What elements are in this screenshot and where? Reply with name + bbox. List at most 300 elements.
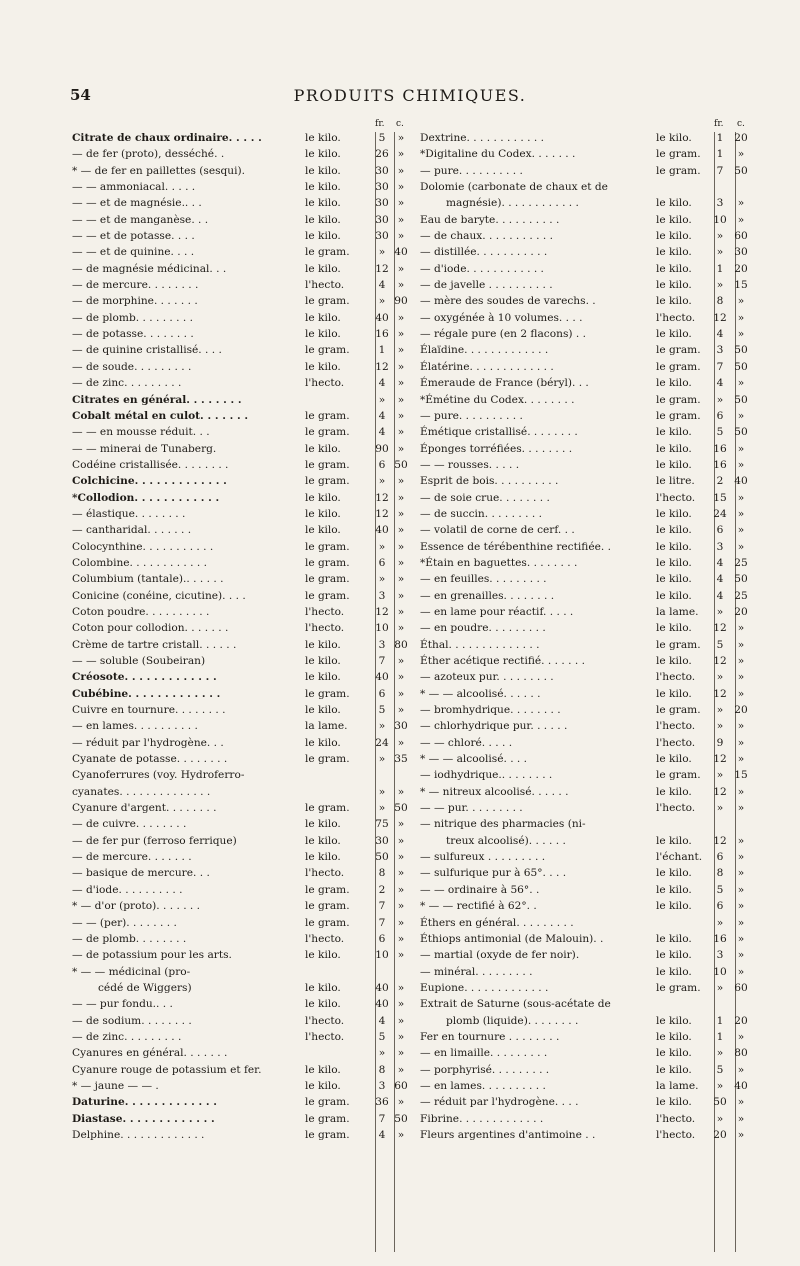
unit-label: le gram.: [656, 393, 701, 406]
price-row: [420, 1078, 756, 1094]
unit-label: le kilo.: [656, 279, 692, 292]
price-centimes: »: [737, 736, 745, 749]
product-name: Eupione. . . . . . . . . . . . .: [420, 981, 549, 994]
unit-label: le kilo.: [305, 949, 341, 962]
product-name: — cantharidal. . . . . . .: [72, 524, 192, 537]
price-francs: 20: [713, 1128, 727, 1141]
unit-label: le gram.: [305, 589, 350, 602]
price-francs: 3: [716, 949, 724, 962]
product-name: — distillée. . . . . . . . . . .: [420, 246, 548, 259]
unit-label: la lame.: [656, 1079, 699, 1092]
price-centimes: »: [737, 638, 745, 651]
unit-label: le kilo.: [305, 981, 341, 994]
product-name: — pure. . . . . . . . . .: [420, 164, 523, 177]
price-row: [72, 441, 405, 457]
price-francs: 6: [378, 556, 386, 569]
price-francs: 5: [378, 132, 386, 144]
price-row: [72, 686, 405, 702]
unit-label: le kilo.: [656, 1030, 692, 1043]
product-name: — de javelle . . . . . . . . . .: [420, 279, 553, 292]
product-name: * — nitreux alcoolisé. . . . . .: [420, 785, 569, 798]
price-row: [420, 1045, 756, 1061]
price-centimes: 50: [734, 164, 748, 177]
price-centimes: »: [737, 867, 745, 880]
unit-label: l'hecto.: [305, 867, 345, 880]
price-francs: 4: [378, 279, 386, 292]
product-name: — de plomb. . . . . . . . .: [72, 311, 194, 324]
unit-label: le kilo.: [656, 932, 692, 945]
unit-label: le kilo.: [656, 1096, 692, 1109]
unit-label: l'hecto.: [305, 377, 345, 390]
price-centimes: »: [397, 279, 405, 292]
product-name: * — — alcoolisé. . . .: [420, 753, 528, 766]
price-francs: »: [716, 246, 724, 259]
price-francs: 12: [713, 753, 727, 766]
price-row: [420, 310, 756, 326]
unit-label: le kilo.: [656, 753, 692, 766]
price-francs: 12: [713, 622, 727, 635]
price-centimes: »: [737, 1112, 745, 1125]
product-name: — en lames. . . . . . . . . .: [420, 1079, 546, 1092]
unit-label: le kilo.: [656, 1014, 692, 1027]
product-name: — — rousses. . . . .: [420, 458, 520, 471]
price-row: [420, 261, 756, 277]
product-name: Cobalt métal en culot. . . . . . .: [72, 409, 249, 422]
price-centimes: »: [737, 491, 745, 504]
price-francs: 9: [716, 736, 724, 749]
unit-label: le kilo.: [305, 834, 341, 847]
price-francs: 7: [378, 900, 386, 913]
price-row: [72, 833, 405, 849]
product-name: — sulfureux . . . . . . . . .: [420, 851, 546, 864]
price-francs: 24: [713, 507, 727, 520]
price-row: [72, 1111, 408, 1127]
unit-label: le kilo.: [305, 262, 341, 275]
price-centimes: »: [737, 802, 745, 815]
price-francs: 12: [713, 687, 727, 700]
unit-label: le gram.: [305, 1128, 350, 1141]
product-name: Élatérine. . . . . . . . . . . . .: [420, 360, 554, 373]
price-francs: 1: [716, 132, 724, 144]
product-name: Créosote. . . . . . . . . . . . .: [72, 671, 217, 684]
unit-label: le kilo.: [656, 213, 692, 226]
product-name: Éther acétique rectifié. . . . . . .: [420, 655, 585, 667]
price-row: [420, 751, 756, 767]
price-centimes: »: [397, 507, 405, 520]
price-centimes: »: [397, 475, 405, 488]
price-centimes: 80: [734, 1047, 748, 1060]
price-centimes: »: [737, 655, 745, 667]
product-name: Daturine. . . . . . . . . . . . .: [72, 1096, 217, 1109]
price-francs: »: [378, 1047, 386, 1060]
price-row: [420, 849, 756, 865]
price-centimes: »: [397, 998, 405, 1011]
price-francs: 1: [716, 1030, 724, 1043]
price-row: [72, 767, 399, 783]
product-name: Colocynthine. . . . . . . . . . .: [72, 540, 214, 553]
price-row: [72, 996, 405, 1012]
price-row: [72, 326, 405, 342]
unit-label: l'hecto.: [305, 1014, 345, 1027]
product-name: Fer en tournure . . . . . . . .: [420, 1030, 560, 1043]
price-centimes: »: [397, 132, 405, 144]
unit-label: le kilo.: [305, 671, 341, 684]
price-francs: 8: [378, 867, 386, 880]
price-row: [420, 244, 756, 260]
unit-label: le kilo.: [656, 524, 692, 537]
price-row: [420, 490, 756, 506]
price-francs: »: [378, 785, 386, 798]
price-row: [72, 146, 405, 162]
unit-label: le kilo.: [656, 426, 692, 439]
price-row: [420, 865, 756, 881]
unit-label: le gram.: [305, 295, 350, 308]
unit-label: le kilo.: [656, 589, 692, 602]
unit-label: le gram.: [656, 344, 701, 357]
price-centimes: »: [397, 1063, 405, 1076]
price-francs: 1: [716, 1014, 724, 1027]
price-francs: 12: [713, 655, 727, 667]
price-centimes: 20: [734, 1014, 748, 1027]
price-centimes: »: [397, 213, 405, 226]
price-francs: 4: [716, 556, 724, 569]
unit-label: le gram.: [656, 409, 701, 422]
price-francs: 7: [716, 360, 724, 373]
price-francs: »: [378, 246, 386, 259]
price-francs: »: [716, 802, 724, 815]
price-francs: 75: [375, 818, 389, 831]
unit-label: le gram.: [305, 916, 350, 929]
price-centimes: »: [397, 949, 405, 962]
price-row: [420, 588, 756, 604]
product-name: — de zinc. . . . . . . . .: [72, 377, 182, 390]
price-row: [420, 392, 756, 408]
price-francs: 7: [378, 1112, 386, 1125]
price-row: [420, 767, 756, 783]
price-centimes: »: [737, 540, 745, 553]
price-row: [72, 310, 405, 326]
price-francs: 12: [375, 360, 389, 373]
product-name: — — et de magnésie.. . .: [72, 197, 202, 210]
product-name: — de magnésie médicinal. . .: [72, 262, 227, 275]
price-francs: »: [378, 573, 386, 586]
price-row: [72, 800, 408, 816]
product-name: Dextrine. . . . . . . . . . . .: [420, 132, 544, 144]
unit-label: le kilo.: [305, 736, 341, 749]
price-centimes: »: [397, 442, 405, 455]
price-centimes: »: [397, 981, 405, 994]
price-centimes: »: [737, 409, 745, 422]
price-row: [72, 130, 405, 146]
product-name: — oxygénée à 10 volumes. . . .: [420, 311, 583, 324]
unit-label: le gram.: [656, 769, 701, 782]
unit-label: le litre.: [656, 475, 695, 488]
unit-label: le kilo.: [305, 655, 341, 667]
price-centimes: 20: [734, 132, 748, 144]
price-francs: 7: [716, 164, 724, 177]
price-centimes: »: [737, 1063, 745, 1076]
price-centimes: »: [397, 851, 405, 864]
price-row: [420, 800, 756, 816]
price-francs: 40: [375, 981, 389, 994]
price-francs: 6: [716, 524, 724, 537]
price-francs: 4: [378, 1014, 386, 1027]
price-row: [72, 571, 405, 587]
price-francs: 4: [378, 1128, 386, 1141]
price-francs: 4: [716, 573, 724, 586]
product-name: — en lame pour réactif. . . . .: [420, 605, 574, 618]
price-francs: 7: [378, 916, 386, 929]
product-name: Émétique cristallisé. . . . . . . .: [420, 426, 578, 439]
unit-label: l'hecto.: [305, 622, 345, 635]
price-francs: »: [716, 769, 724, 782]
product-name: — volatil de corne de cerf. . .: [420, 524, 575, 537]
price-row: [72, 669, 405, 685]
price-row: [420, 669, 756, 685]
product-name: Émeraude de France (béryl). . .: [420, 377, 589, 390]
product-name: *Émétine du Codex. . . . . . . .: [420, 393, 575, 406]
price-row: [420, 163, 756, 179]
price-row: [420, 702, 756, 718]
price-row: [420, 179, 756, 195]
price-centimes: »: [737, 524, 745, 537]
unit-label: le kilo.: [305, 181, 341, 194]
price-centimes: »: [737, 671, 745, 684]
price-row: [72, 915, 405, 931]
price-centimes: »: [737, 916, 745, 929]
price-francs: »: [716, 704, 724, 717]
price-francs: »: [716, 605, 724, 618]
price-francs: 2: [378, 883, 386, 896]
price-row: [72, 359, 405, 375]
price-francs: 16: [375, 328, 389, 341]
price-francs: 4: [378, 409, 386, 422]
unit-label: l'hecto.: [656, 311, 696, 324]
product-name: — de mercure. . . . . . .: [72, 851, 192, 864]
price-row: [420, 195, 756, 211]
price-row: [420, 441, 756, 457]
price-row: [72, 865, 405, 881]
price-francs: 12: [713, 834, 727, 847]
unit-label: le kilo.: [305, 132, 341, 144]
price-centimes: »: [397, 328, 405, 341]
price-francs: 4: [378, 377, 386, 390]
price-francs: »: [716, 1047, 724, 1060]
left-column-header: [72, 118, 404, 130]
price-centimes: 60: [734, 230, 748, 243]
unit-label: le kilo.: [656, 655, 692, 667]
price-francs: »: [716, 279, 724, 292]
product-name: Éponges torréfiées. . . . . . . .: [420, 442, 573, 455]
price-row: [72, 342, 405, 358]
price-row: [420, 1094, 756, 1110]
product-name: — de cuivre. . . . . . . .: [72, 818, 187, 831]
product-name: Dolomie (carbonate de chaux et de: [420, 181, 608, 194]
price-centimes: »: [397, 605, 405, 618]
price-centimes: »: [397, 671, 405, 684]
price-centimes: »: [397, 311, 405, 324]
unit-label: le kilo.: [656, 458, 692, 471]
unit-label: le kilo.: [656, 883, 692, 896]
product-name: — azoteux pur. . . . . . . . .: [420, 671, 554, 684]
page-number: 54: [70, 86, 91, 104]
unit-label: le kilo.: [305, 998, 341, 1011]
unit-label: le kilo.: [305, 507, 341, 520]
price-centimes: »: [397, 900, 405, 913]
price-row: [72, 964, 399, 980]
price-row: [420, 915, 756, 931]
price-francs: 5: [716, 426, 724, 439]
price-row: [420, 816, 756, 832]
unit-label: le gram.: [656, 360, 701, 373]
price-centimes: 20: [734, 262, 748, 275]
price-centimes: »: [737, 458, 745, 471]
price-row: [72, 604, 405, 620]
unit-label: la lame.: [656, 605, 699, 618]
price-centimes: »: [397, 834, 405, 847]
price-row: [420, 212, 756, 228]
price-row: [72, 898, 405, 914]
price-row: [420, 326, 756, 342]
price-francs: 12: [375, 507, 389, 520]
product-name: — — (per). . . . . . . .: [72, 916, 177, 929]
unit-label: le gram.: [656, 981, 701, 994]
price-francs: 5: [716, 883, 724, 896]
unit-label: le kilo.: [305, 442, 341, 455]
price-centimes: »: [397, 573, 405, 586]
unit-label: le kilo.: [305, 164, 341, 177]
price-centimes: »: [397, 704, 405, 717]
price-centimes: »: [397, 197, 405, 210]
price-francs: »: [378, 540, 386, 553]
product-name: — — et de potasse. . . .: [72, 230, 195, 243]
product-name: * — — médicinal (pro-: [72, 965, 191, 978]
price-francs: 6: [378, 932, 386, 945]
price-francs: 5: [716, 1063, 724, 1076]
left-rows: [72, 130, 408, 1143]
product-name: — iodhydrique.. . . . . . . .: [420, 769, 553, 782]
price-centimes: 50: [394, 458, 408, 471]
price-row: [420, 146, 756, 162]
price-centimes: »: [397, 1047, 405, 1060]
price-row: [72, 457, 408, 473]
price-centimes: 50: [734, 393, 748, 406]
price-centimes: »: [397, 687, 405, 700]
price-centimes: 50: [734, 426, 748, 439]
price-francs: »: [378, 475, 386, 488]
unit-label: le gram.: [305, 1096, 350, 1109]
product-name: — — ammoniacal. . . . .: [72, 181, 196, 194]
price-francs: 30: [375, 197, 389, 210]
product-name: — — ordinaire à 56°. .: [420, 883, 540, 896]
product-name: — d'iode. . . . . . . . . .: [72, 883, 183, 896]
product-name: Cubébine. . . . . . . . . . . . .: [72, 687, 221, 700]
unit-label: le kilo.: [656, 132, 692, 144]
price-francs: 40: [375, 671, 389, 684]
price-francs: 8: [378, 1063, 386, 1076]
price-centimes: 40: [394, 246, 408, 259]
unit-label: l'hecto.: [656, 1128, 696, 1141]
unit-label: le kilo.: [305, 851, 341, 864]
unit-label: le kilo.: [305, 230, 341, 243]
unit-label: le kilo.: [656, 900, 692, 913]
price-francs: 10: [375, 949, 389, 962]
price-row: [420, 604, 756, 620]
product-name: Cyanate de potasse. . . . . . . .: [72, 753, 228, 766]
unit-label: l'hecto.: [305, 279, 345, 292]
price-centimes: »: [737, 1128, 745, 1141]
price-row: [72, 179, 405, 195]
product-name: — — pur fondu.. . .: [72, 998, 173, 1011]
price-francs: 16: [713, 442, 727, 455]
price-centimes: 30: [734, 246, 748, 259]
price-francs: 3: [716, 344, 724, 357]
price-row: [420, 473, 756, 489]
price-row: [420, 784, 756, 800]
price-row: [72, 261, 405, 277]
unit-label: le kilo.: [656, 573, 692, 586]
price-francs: »: [378, 393, 386, 406]
unit-label: le kilo.: [656, 949, 692, 962]
price-francs: 2: [716, 475, 724, 488]
product-name: Diastase. . . . . . . . . . . . .: [72, 1112, 215, 1125]
product-name: — en grenailles. . . . . . . .: [420, 589, 555, 602]
right-column-header: [420, 118, 756, 130]
product-name: — — soluble (Soubeiran): [72, 655, 206, 667]
price-row: [420, 931, 756, 947]
product-name: — de potassium pour les arts.: [72, 949, 232, 962]
product-name: — — minerai de Tunaberg.: [72, 442, 217, 455]
unit-label: le gram.: [305, 475, 350, 488]
price-row: [420, 898, 756, 914]
unit-label: le gram.: [305, 426, 350, 439]
product-name: — de succin. . . . . . . . .: [420, 507, 542, 520]
product-name: — réduit par l'hydrogène. . .: [72, 736, 224, 749]
unit-label: le kilo.: [305, 1079, 341, 1092]
price-francs: 90: [375, 442, 389, 455]
unit-label: le kilo.: [656, 687, 692, 700]
product-name: — en poudre. . . . . . . . .: [420, 622, 546, 635]
price-centimes: »: [737, 622, 745, 635]
price-centimes: »: [397, 736, 405, 749]
product-name: — en lames. . . . . . . . . .: [72, 720, 198, 733]
unit-label: le kilo.: [656, 442, 692, 455]
price-centimes: »: [737, 1030, 745, 1043]
price-francs: 30: [375, 164, 389, 177]
price-row: [72, 1062, 405, 1078]
product-name: Cyanure rouge de potassium et fer.: [72, 1063, 262, 1076]
product-name: — élastique. . . . . . . .: [72, 507, 186, 520]
price-francs: »: [716, 916, 724, 929]
product-name: * — — rectifié à 62°. .: [420, 900, 537, 913]
product-name: Fleurs argentines d'antimoine . .: [420, 1128, 596, 1141]
price-centimes: »: [397, 1030, 405, 1043]
price-centimes: »: [737, 213, 745, 226]
product-name: Citrates en général. . . . . . . .: [72, 393, 242, 406]
price-centimes: 40: [734, 1079, 748, 1092]
price-row: [72, 718, 408, 734]
price-row: [420, 555, 756, 571]
price-centimes: 35: [394, 753, 408, 766]
price-francs: 26: [375, 148, 389, 161]
unit-label: l'hecto.: [656, 720, 696, 733]
price-centimes: 50: [394, 802, 408, 815]
price-row: [420, 571, 756, 587]
price-row: [420, 539, 756, 555]
price-row: [420, 424, 756, 440]
price-centimes: »: [737, 900, 745, 913]
francs-header: fr.: [714, 119, 724, 129]
